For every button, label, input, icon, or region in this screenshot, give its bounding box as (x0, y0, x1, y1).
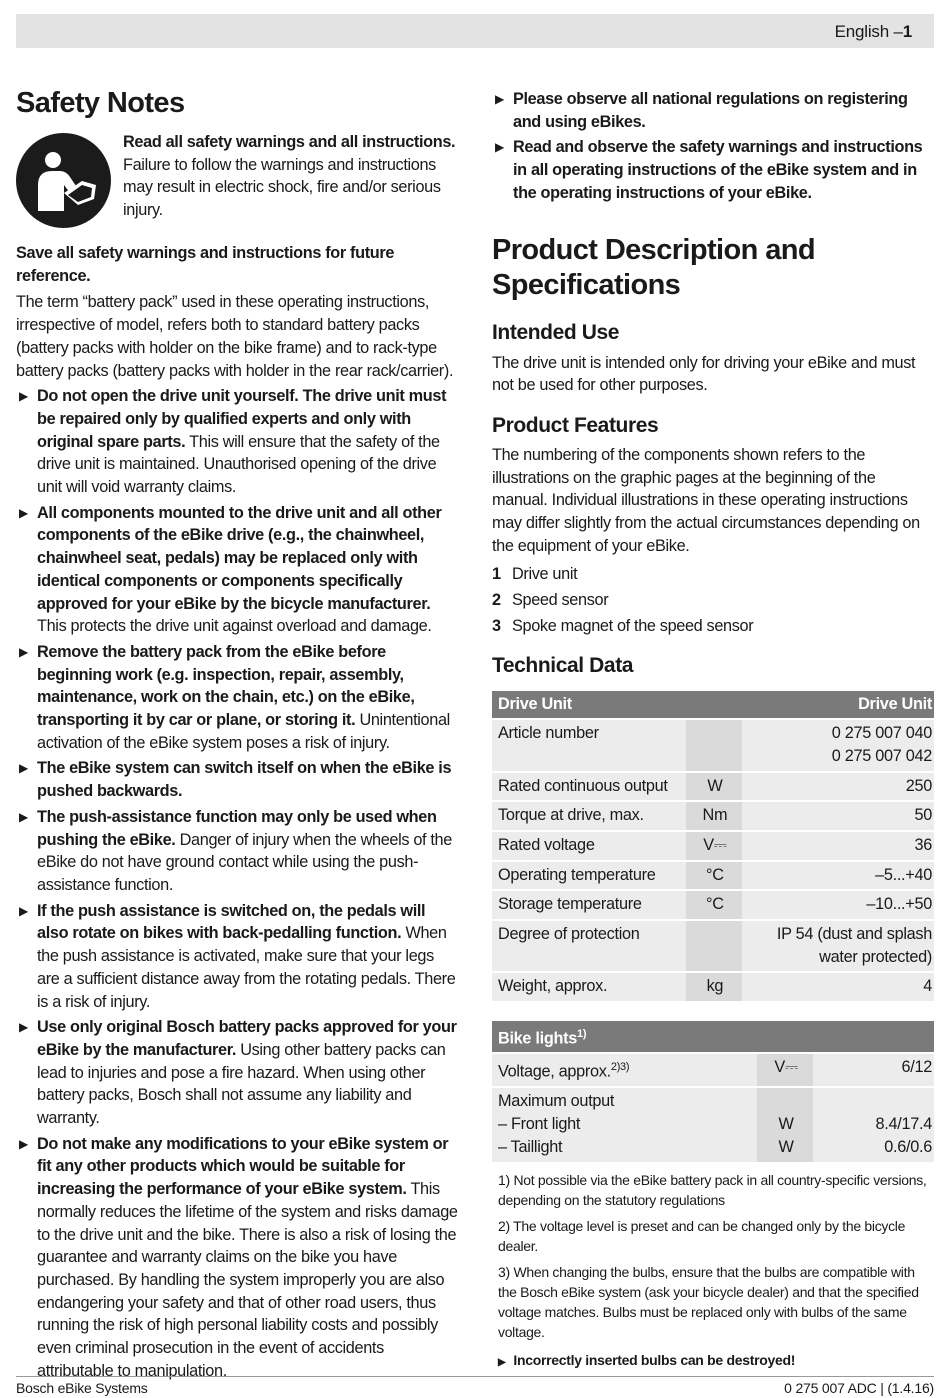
footer-left: Bosch eBike Systems (16, 1380, 148, 1396)
safety-bullet: ▶ The eBike system can switch itself on when the eBike is pushed backwards. (19, 759, 452, 801)
triangle-bullet-icon: ▶ (495, 92, 504, 106)
page-footer (16, 1376, 934, 1396)
features-list (492, 561, 934, 639)
product-features-heading: Product Features (492, 413, 659, 437)
safety-bullet: ▶ Do not make any modifications to your eBike system or fit any other products which would be suitable for increasing the performance of your eBike system. This normally reduces the lifetime of the system and risks damage to the drive unit and the bike. There is also a risk of losing the guarantee and warranty claims on the bike you have purchased. By handling the system improperly you are also endangering your safety and that of other road users, thus running the risk of high personal liability costs and possibly even criminal prosecution in the event of accidents attributable to manipulation. (19, 1134, 458, 1380)
bike-lights-table (492, 1019, 934, 1161)
list-item: 3 Spoke magnet of the speed sensor (492, 617, 754, 636)
triangle-bullet-icon: ▶ (19, 389, 28, 404)
safety-bullet: ▶ All components mounted to the drive unit and all other components of the eBike drive (e.g., the chainwheel, chainwheel seat, pedals) may be replaced only with identical components or components specifically approved for your eBike by the bicycle manufacturer. This protects the drive unit against overload and damage. (19, 503, 442, 636)
battery-pack-term: The term “battery pack” used in these operating instructions, irrespective of model, refers both to standard battery packs (battery packs with holder on the bike frame) and to rack-type battery packs (battery packs with holder in the rear rack/carrier). (16, 293, 454, 380)
table-row: Degree of protection IP 54 (dust and splash water protected) (492, 920, 934, 972)
bullet-regulations: ▶ Please observe all national regulations on registering and using eBikes. (495, 90, 908, 131)
safety-bullet: ▶ If the push assistance is switched on, the pedals will also rotate on bikes with back-pedalling function. When the push assistance is activated, make sure that your legs are a sufficient distance away from the rotating pedals. There is a risk of injury. (19, 901, 456, 1011)
page-header-bar (16, 14, 934, 48)
triangle-bullet-icon: ▶ (19, 903, 28, 918)
save-instructions: Save all safety warnings and instructions for future reference. (16, 244, 395, 285)
safety-notes-title: Safety Notes (16, 87, 185, 119)
triangle-bullet-icon: ▶ (495, 140, 504, 155)
triangle-bullet-icon: ▶ (19, 1020, 28, 1035)
table-row: Voltage, approx.$^{2)3)}$ V⎓ 6/12 (492, 1053, 934, 1087)
table-row: Article number 0 275 007 040 0 275 007 042 (492, 719, 934, 771)
product-features-text: The numbering of the components shown refers to the illustrations on the graphic pages at the beginning of the manual. Individual illustrations in these operating instructions may differ slightly from the actual circumstances depending on the equipment of your eBike. (492, 445, 920, 555)
triangle-bullet-icon: ▶ (498, 1356, 506, 1368)
table-header-row: Bike lights$^{1)}$ (492, 1020, 934, 1053)
list-item: 2 Speed sensor (492, 591, 609, 610)
left-column (16, 86, 459, 1385)
intended-use-text: The drive unit is intended only for driving your eBike and must not be used for other purposes. (492, 353, 916, 395)
page-number: English –1 (834, 22, 912, 41)
table-row: Rated voltage V⎓ 36 (492, 831, 934, 861)
table-row: Storage temperature °C –10...+50 (492, 890, 934, 920)
table-row: Rated continuous output W 250 (492, 772, 934, 802)
safety-bullet: ▶ The push-assistance function may only be used when pushing the eBike. Danger of injury when the wheels of the eBike do not have ground contact while using the push-assistance function. (19, 807, 452, 894)
product-description-title: Product Description and Specifications (492, 233, 815, 301)
footnote-3: 3) When changing the bulbs, ensure that the bulbs are compatible with the Bosch eBike system (ask your bicycle dealer) and that the specified voltage matches. Bulbs must be replaced only with bulbs of the same voltage. (498, 1263, 919, 1340)
safety-bullet: ▶ Remove the battery pack from the eBike before beginning work (e.g. inspection, repair, assembly, maintenance, work on the chain, etc.) on the eBike, transporting it by car or plane, or storing it. Unintentional activation of the eBike system poses a risk of injury. (19, 642, 450, 752)
table-row: Weight, approx. kg 4 (492, 972, 934, 1001)
safety-bullet: ▶ Use only original Bosch battery packs approved for your eBike by the manufacturer. Using other battery packs can lead to injuries and pose a fire hazard. When using other battery packs, Bosch shall not assume any liability and warranty. (19, 1018, 457, 1128)
footnote-1: 1) Not possible via the eBike battery pack in all country-specific versions, depending on the statutory regulations (498, 1171, 927, 1208)
table-row: Torque at drive, max. Nm 50 (492, 801, 934, 831)
right-column (492, 88, 934, 1373)
footer-right: 0 275 007 ADC | (1.4.16) (784, 1380, 934, 1396)
triangle-bullet-icon: ▶ (19, 1136, 28, 1151)
drive-unit-table (492, 689, 934, 1001)
safety-bullet: ▶ Do not open the drive unit yourself. The drive unit must be repaired only by qualified experts and only with original spare parts. This will ensure that the safety of the drive unit is maintained. Unauthorised opening of the drive unit will void warranty claims. (19, 387, 447, 497)
triangle-bullet-icon: ▶ (19, 761, 28, 776)
safety-bullets (16, 385, 459, 1382)
intended-use-heading: Intended Use (492, 320, 620, 344)
footnote-2: 2) The voltage level is preset and can be changed only by the bicycle dealer. (498, 1217, 906, 1254)
footnotes (492, 1162, 934, 1373)
table-header-row: Drive Unit Drive Unit (492, 690, 934, 719)
triangle-bullet-icon: ▶ (19, 505, 28, 520)
table-row: Operating temperature °C –5...+40 (492, 861, 934, 891)
bullet-read-observe: ▶ Read and observe the safety warnings and instructions in all operating instructions of the eBike system and in the operating instructions of your eBike. (495, 138, 923, 202)
table-row: Maximum output – Front light – Taillight W W 8.4/17.4 0.6/0.6 (492, 1087, 934, 1161)
intro-text: Read all safety warnings and all instructions. Failure to follow the warnings and instructions may result in electric shock, fire and/or serious injury. (123, 133, 456, 220)
list-item: 1 Drive unit (492, 565, 578, 584)
triangle-bullet-icon: ▶ (19, 644, 28, 659)
intro-block (16, 131, 459, 228)
technical-data-heading: Technical Data (492, 654, 634, 678)
triangle-bullet-icon: ▶ (19, 809, 28, 824)
read-manual-icon (16, 133, 111, 228)
bulb-warning: ▶ Incorrectly inserted bulbs can be destroyed! (498, 1351, 796, 1368)
